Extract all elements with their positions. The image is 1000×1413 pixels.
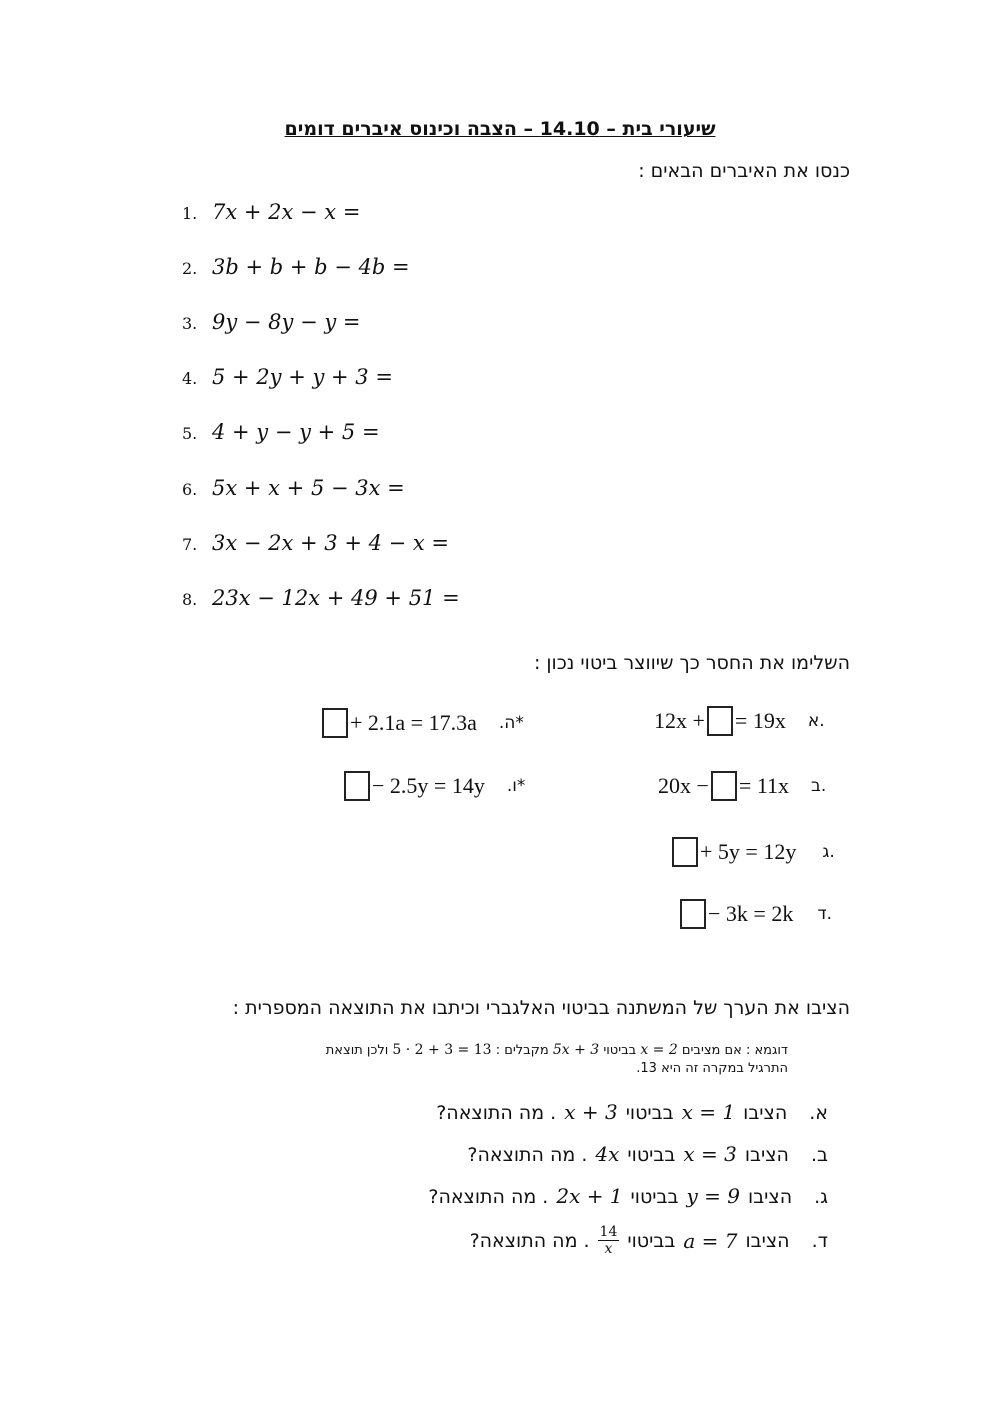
fill-expr-pre: 12x + xyxy=(654,708,705,733)
answer-box[interactable] xyxy=(707,706,733,736)
question-text: . מה התוצאה? xyxy=(428,1186,549,1208)
fraction-denominator: x xyxy=(604,1241,613,1257)
answer-box[interactable] xyxy=(344,771,370,801)
example-text-c: מקבלים : xyxy=(495,1043,549,1058)
question-math: x = 3 xyxy=(683,1142,737,1166)
fill-item-b xyxy=(658,771,826,801)
exercise-number: 2. xyxy=(182,259,198,278)
question-text: בביטוי xyxy=(627,1229,676,1252)
example-math-2: 5x + 3 xyxy=(552,1042,600,1058)
question-text: בביטוי xyxy=(630,1186,679,1208)
fill-label: ד. xyxy=(817,904,833,924)
part2-heading: השלימו את החסר כך שיווצר ביטוי נכון : xyxy=(533,652,850,674)
example-math-1: x = 2 xyxy=(640,1042,678,1058)
substitution-question-b xyxy=(467,1142,828,1166)
question-math: 4x xyxy=(595,1142,620,1166)
fill-expr-post: = 11x xyxy=(738,773,790,798)
example-text-a: דוגמא : אם מציבים xyxy=(681,1043,788,1058)
fill-expr-post: − 3k = 2k xyxy=(708,901,794,926)
question-label: א. xyxy=(809,1102,828,1124)
example-text xyxy=(168,1041,788,1078)
substitution-question-c xyxy=(428,1184,828,1208)
exercise-3 xyxy=(182,310,360,334)
exercise-4 xyxy=(182,365,393,389)
exercise-expression: 7x + 2x − x = xyxy=(212,200,361,224)
exercise-number: 8. xyxy=(182,590,198,609)
fill-item-e xyxy=(320,708,524,738)
fill-expr-post: = 19x xyxy=(734,708,786,733)
fill-expr-post: − 2.5y = 14y xyxy=(372,773,485,798)
question-text: . מה התוצאה? xyxy=(469,1229,590,1252)
answer-box[interactable] xyxy=(672,837,698,867)
question-math: 2x + 1 xyxy=(556,1184,623,1208)
question-math: a = 7 xyxy=(683,1228,738,1253)
question-label: ג. xyxy=(814,1186,828,1208)
fill-item-c xyxy=(670,837,835,867)
fill-expr-post: + 5y = 12y xyxy=(700,839,797,864)
example-text-b: בביטוי xyxy=(603,1043,637,1058)
question-math: x = 1 xyxy=(681,1100,736,1124)
fill-label: *ו. xyxy=(506,776,526,796)
question-text: הציבו xyxy=(745,1229,790,1252)
part3-heading: הציבו את הערך של המשתנה בביטוי האלגברי וכיתבו את התוצאה המספרית : xyxy=(232,997,850,1019)
exercise-expression: 23x − 12x + 49 + 51 = xyxy=(212,586,460,610)
fill-label: א. xyxy=(807,711,825,731)
exercise-8 xyxy=(182,586,460,610)
question-label: ד. xyxy=(811,1229,828,1252)
question-text: בביטוי xyxy=(625,1102,674,1124)
answer-box[interactable] xyxy=(711,771,737,801)
question-text: הציבו xyxy=(744,1144,789,1166)
exercise-number: 3. xyxy=(182,314,198,333)
fraction-numerator: 14 xyxy=(599,1224,618,1240)
exercise-expression: 3b + b + b − 4b = xyxy=(212,255,410,279)
exercise-expression: 3x − 2x + 3 + 4 − x = xyxy=(212,531,450,555)
page-title: שיעורי בית – 14.10 – הצבה וכינוס איברים דומים xyxy=(284,118,716,140)
exercise-number: 5. xyxy=(182,424,198,443)
exercise-1 xyxy=(182,200,360,224)
example-text-d: ולכן תוצאת xyxy=(325,1043,389,1058)
fill-item-a xyxy=(654,706,825,736)
exercise-expression: 9y − 8y − y = xyxy=(212,310,361,334)
answer-box[interactable] xyxy=(322,708,348,738)
question-text: . מה התוצאה? xyxy=(436,1102,557,1124)
substitution-question-a xyxy=(436,1100,828,1124)
fill-label: ג. xyxy=(822,842,835,862)
exercise-expression: 5 + 2y + y + 3 = xyxy=(212,365,393,389)
fill-expr-pre: 20x − xyxy=(658,773,709,798)
question-text: בביטוי xyxy=(627,1144,676,1166)
exercise-expression: 5x + x + 5 − 3x = xyxy=(212,476,405,500)
exercise-5 xyxy=(182,420,380,444)
substitution-question-d xyxy=(470,1224,828,1257)
fill-item-f xyxy=(342,771,525,801)
fill-label: *ה. xyxy=(498,713,524,733)
fill-label: ב. xyxy=(811,776,827,796)
question-text: הציבו xyxy=(743,1102,788,1124)
fraction xyxy=(598,1224,620,1257)
question-math: y = 9 xyxy=(686,1184,741,1208)
exercise-2 xyxy=(182,255,410,279)
example-line-2: התרגיל במקרה זה היא 13. xyxy=(636,1061,788,1076)
exercise-number: 1. xyxy=(182,204,198,223)
part1-heading: כנסו את האיברים הבאים : xyxy=(638,160,850,182)
question-math: x + 3 xyxy=(564,1100,618,1124)
answer-box[interactable] xyxy=(680,899,706,929)
exercise-expression: 4 + y − y + 5 = xyxy=(212,420,380,444)
question-label: ב. xyxy=(810,1144,828,1166)
fill-item-d xyxy=(678,899,832,929)
fill-expr-post: + 2.1a = 17.3a xyxy=(350,710,477,735)
example-math-3: 5 · 2 + 3 = 13 xyxy=(392,1042,492,1058)
exercise-number: 7. xyxy=(182,535,198,554)
question-text: . מה התוצאה? xyxy=(467,1144,588,1166)
question-text: הציבו xyxy=(748,1186,793,1208)
exercise-7 xyxy=(182,531,449,555)
exercise-6 xyxy=(182,476,405,500)
exercise-number: 6. xyxy=(182,480,198,499)
exercise-number: 4. xyxy=(182,369,198,388)
